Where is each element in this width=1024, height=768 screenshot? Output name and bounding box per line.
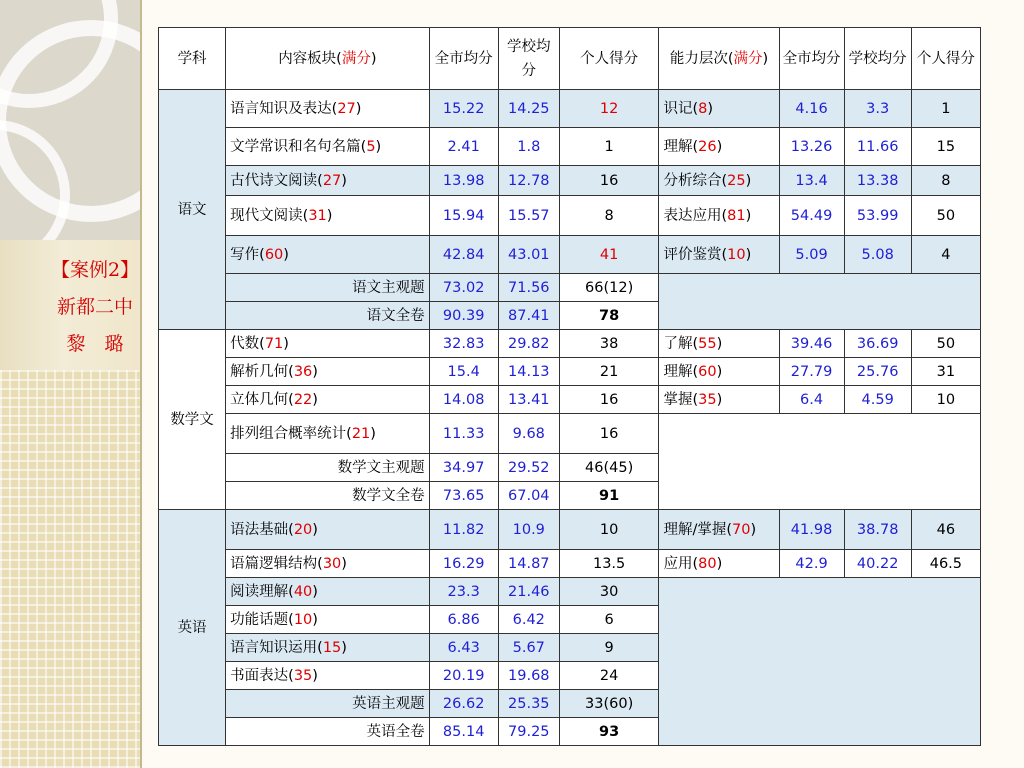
subject-cell-chinese: 语文 <box>159 90 226 330</box>
empty-cell <box>659 274 981 330</box>
table-cell: 21 <box>559 358 659 386</box>
table-cell: 10 <box>911 386 980 414</box>
table-cell: 38.78 <box>844 510 911 550</box>
table-cell: 14.13 <box>498 358 559 386</box>
table-cell: 16 <box>559 166 659 196</box>
table-cell: 66(12) <box>559 274 659 302</box>
table-cell: 数学文全卷 <box>226 482 429 510</box>
table-cell: 15.22 <box>429 90 498 128</box>
header-ability: 能力层次(满分) <box>659 28 779 90</box>
table-cell: 15.57 <box>498 196 559 236</box>
empty-cell <box>659 578 981 746</box>
table-cell: 50 <box>911 196 980 236</box>
table-cell: 掌握(35) <box>659 386 779 414</box>
table-cell: 5.08 <box>844 236 911 274</box>
table-cell: 16 <box>559 414 659 454</box>
table-row <box>159 414 981 454</box>
table-cell: 53.99 <box>844 196 911 236</box>
table-cell: 46 <box>911 510 980 550</box>
table-cell: 15.4 <box>429 358 498 386</box>
table-cell: 46(45) <box>559 454 659 482</box>
table-cell: 19.68 <box>498 662 559 690</box>
sidebar <box>0 0 140 768</box>
table-row <box>159 196 981 236</box>
table-cell: 14.25 <box>498 90 559 128</box>
header-school-avg-2: 学校均分 <box>844 28 911 90</box>
table-cell: 36.69 <box>844 330 911 358</box>
table-cell: 6.43 <box>429 634 498 662</box>
table-cell: 了解(55) <box>659 330 779 358</box>
table-cell: 11.82 <box>429 510 498 550</box>
table-cell: 6.86 <box>429 606 498 634</box>
table-cell: 24 <box>559 662 659 690</box>
table-cell: 38 <box>559 330 659 358</box>
table-cell: 写作(60) <box>226 236 429 274</box>
table-cell: 79.25 <box>498 718 559 746</box>
table-cell: 73.65 <box>429 482 498 510</box>
table-cell: 9.68 <box>498 414 559 454</box>
table-cell: 评价鉴赏(10) <box>659 236 779 274</box>
table-row <box>159 510 981 550</box>
table-cell: 25.35 <box>498 690 559 718</box>
table-cell: 英语全卷 <box>226 718 429 746</box>
table-cell: 73.02 <box>429 274 498 302</box>
table-row <box>159 578 981 606</box>
table-cell: 现代文阅读(31) <box>226 196 429 236</box>
table-cell: 英语主观题 <box>226 690 429 718</box>
header-school-avg: 学校均分 <box>498 28 559 90</box>
table-cell: 15.94 <box>429 196 498 236</box>
table-cell: 语言知识及表达(27) <box>226 90 429 128</box>
table-cell: 1 <box>911 90 980 128</box>
table-cell: 解析几何(36) <box>226 358 429 386</box>
table-row <box>159 274 981 302</box>
table-cell: 12 <box>559 90 659 128</box>
table-cell: 4.16 <box>779 90 844 128</box>
header-personal-2: 个人得分 <box>911 28 980 90</box>
table-cell: 语文主观题 <box>226 274 429 302</box>
score-table <box>158 27 981 746</box>
table-cell: 8 <box>559 196 659 236</box>
table-cell: 12.78 <box>498 166 559 196</box>
table-cell: 应用(80) <box>659 550 779 578</box>
table-cell: 33(60) <box>559 690 659 718</box>
table-cell: 语文全卷 <box>226 302 429 330</box>
table-cell: 2.41 <box>429 128 498 166</box>
table-cell: 41 <box>559 236 659 274</box>
table-cell: 古代诗文阅读(27) <box>226 166 429 196</box>
school-name: 新都二中 <box>56 296 133 318</box>
header-content: 内容板块(满分) <box>226 28 429 90</box>
table-cell: 46.5 <box>911 550 980 578</box>
table-row <box>159 166 981 196</box>
table-cell: 21.46 <box>498 578 559 606</box>
table-cell: 排列组合概率统计(21) <box>226 414 429 454</box>
table-cell: 4.59 <box>844 386 911 414</box>
table-cell: 13.26 <box>779 128 844 166</box>
header-personal: 个人得分 <box>559 28 659 90</box>
table-cell: 13.38 <box>844 166 911 196</box>
table-cell: 语篇逻辑结构(30) <box>226 550 429 578</box>
table-cell: 31 <box>911 358 980 386</box>
table-cell: 42.9 <box>779 550 844 578</box>
table-cell: 78 <box>559 302 659 330</box>
table-cell: 15 <box>911 128 980 166</box>
table-cell: 识记(8) <box>659 90 779 128</box>
table-row <box>159 330 981 358</box>
empty-cell <box>659 414 981 510</box>
table-cell: 25.76 <box>844 358 911 386</box>
decorative-rings <box>0 0 140 240</box>
table-cell: 13.4 <box>779 166 844 196</box>
table-cell: 87.41 <box>498 302 559 330</box>
table-cell: 14.87 <box>498 550 559 578</box>
subject-cell-english: 英语 <box>159 510 226 746</box>
table-header <box>159 28 981 90</box>
table-cell: 50 <box>911 330 980 358</box>
table-cell: 67.04 <box>498 482 559 510</box>
table-cell: 27.79 <box>779 358 844 386</box>
case-label: 【案例2】 <box>50 259 140 281</box>
table-cell: 34.97 <box>429 454 498 482</box>
table-cell: 4 <box>911 236 980 274</box>
table-cell: 32.83 <box>429 330 498 358</box>
decorative-grid <box>0 370 140 768</box>
table-cell: 16 <box>559 386 659 414</box>
table-cell: 理解(60) <box>659 358 779 386</box>
table-row <box>159 550 981 578</box>
table-cell: 代数(71) <box>226 330 429 358</box>
table-cell: 6 <box>559 606 659 634</box>
table-cell: 功能话题(10) <box>226 606 429 634</box>
table-cell: 43.01 <box>498 236 559 274</box>
table-cell: 14.08 <box>429 386 498 414</box>
table-cell: 16.29 <box>429 550 498 578</box>
table-cell: 1 <box>559 128 659 166</box>
table-row <box>159 358 981 386</box>
table-cell: 13.41 <box>498 386 559 414</box>
table-cell: 阅读理解(40) <box>226 578 429 606</box>
table-cell: 数学文主观题 <box>226 454 429 482</box>
table-cell: 8 <box>911 166 980 196</box>
table-cell: 29.52 <box>498 454 559 482</box>
table-cell: 分析综合(25) <box>659 166 779 196</box>
table-cell: 6.42 <box>498 606 559 634</box>
table-cell: 93 <box>559 718 659 746</box>
table-cell: 理解(26) <box>659 128 779 166</box>
table-row <box>159 386 981 414</box>
table-cell: 71.56 <box>498 274 559 302</box>
table-cell: 42.84 <box>429 236 498 274</box>
table-cell: 立体几何(22) <box>226 386 429 414</box>
table-cell: 5.67 <box>498 634 559 662</box>
table-cell: 语法基础(20) <box>226 510 429 550</box>
table-row <box>159 90 981 128</box>
table-cell: 13.98 <box>429 166 498 196</box>
table-cell: 10.9 <box>498 510 559 550</box>
table-cell: 文学常识和名句名篇(5) <box>226 128 429 166</box>
table-cell: 29.82 <box>498 330 559 358</box>
header-city-avg-2: 全市均分 <box>779 28 844 90</box>
table-cell: 40.22 <box>844 550 911 578</box>
table-cell: 9 <box>559 634 659 662</box>
table-cell: 13.5 <box>559 550 659 578</box>
table-row <box>159 128 981 166</box>
divider <box>140 0 142 768</box>
table-cell: 41.98 <box>779 510 844 550</box>
table-cell: 5.09 <box>779 236 844 274</box>
table-cell: 39.46 <box>779 330 844 358</box>
table-cell: 54.49 <box>779 196 844 236</box>
table-cell: 85.14 <box>429 718 498 746</box>
table-cell: 10 <box>559 510 659 550</box>
table-cell: 91 <box>559 482 659 510</box>
header-city-avg: 全市均分 <box>429 28 498 90</box>
table-cell: 3.3 <box>844 90 911 128</box>
table-cell: 语言知识运用(15) <box>226 634 429 662</box>
table-row <box>159 236 981 274</box>
table-cell: 26.62 <box>429 690 498 718</box>
table-cell: 20.19 <box>429 662 498 690</box>
case-caption <box>38 252 152 363</box>
subject-cell-math: 数学文 <box>159 330 226 510</box>
table-cell: 表达应用(81) <box>659 196 779 236</box>
table-cell: 23.3 <box>429 578 498 606</box>
table-cell: 30 <box>559 578 659 606</box>
table-cell: 1.8 <box>498 128 559 166</box>
table-cell: 6.4 <box>779 386 844 414</box>
table-cell: 11.33 <box>429 414 498 454</box>
person-name: 黎 璐 <box>66 333 124 355</box>
table-cell: 书面表达(35) <box>226 662 429 690</box>
table-cell: 90.39 <box>429 302 498 330</box>
header-subject: 学科 <box>159 28 226 90</box>
table-cell: 11.66 <box>844 128 911 166</box>
table-cell: 理解/掌握(70) <box>659 510 779 550</box>
